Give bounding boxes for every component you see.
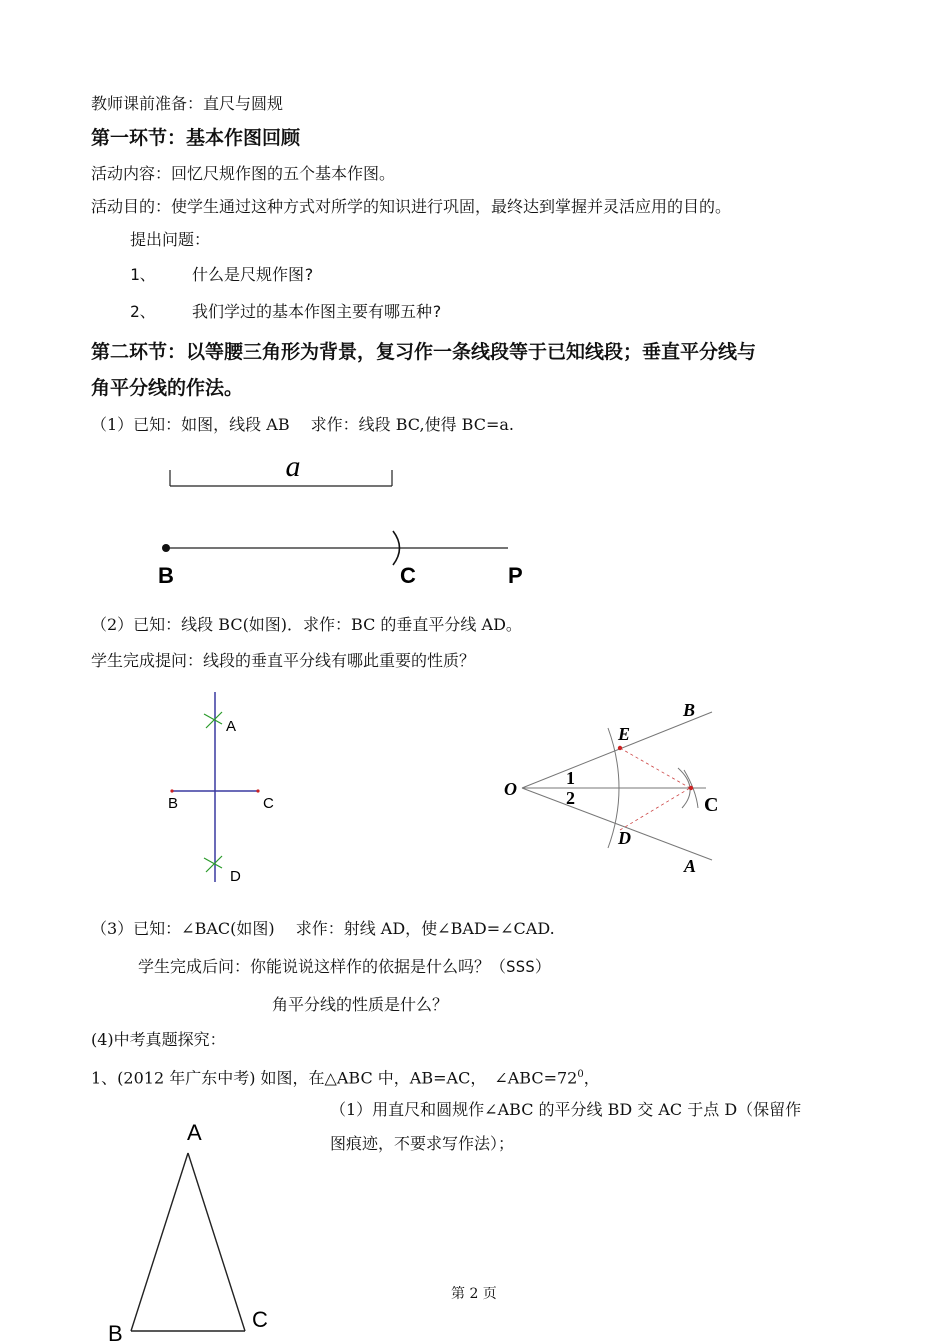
angle-bisector-figure: [500, 690, 740, 890]
side-ac: [188, 1153, 245, 1331]
triangle-figure: [100, 1115, 290, 1343]
ray-oa: [522, 788, 712, 860]
question1-text: 什么是尺规作图?: [192, 265, 314, 284]
problem3-text: （3）已知：∠BAC(如图) 求作：射线 AD，使∠BAD=∠CAD.: [91, 919, 555, 938]
label-c: C: [252, 1307, 268, 1332]
segment-construction-figure: [150, 450, 550, 590]
segment-a-label: a: [285, 450, 301, 483]
side-ab: [131, 1153, 188, 1331]
label-b: B: [158, 563, 174, 588]
page-footer: 第 2 页: [451, 1286, 497, 1302]
point-b: [170, 789, 173, 792]
problem1-text: （1）已知：如图，线段 AB 求作：线段 BC,使得 BC=a.: [91, 415, 514, 434]
perpendicular-bisector-figure: [160, 690, 300, 890]
activity-content: 活动内容：回忆尺规作图的五个基本作图。: [91, 164, 396, 183]
problem4-heading: (4)中考真题探究：: [91, 1030, 226, 1049]
problem2-text: （2）已知：线段 BC(如图)．求作：BC 的垂直平分线 AD。: [91, 615, 522, 634]
example1-tail: ，: [583, 1068, 600, 1088]
label-e: E: [618, 724, 631, 744]
label-a: A: [684, 856, 697, 876]
label-angle-2: 2: [566, 788, 575, 808]
point-e: [618, 746, 622, 750]
dashed-dc: [620, 788, 690, 830]
label-c: C: [704, 794, 719, 816]
arc-mark-bottom: [204, 856, 222, 872]
label-p: P: [508, 563, 523, 588]
teacher-prep-line: 教师课前准备：直尺与圆规: [91, 94, 284, 113]
question1-number: 1、: [130, 265, 156, 284]
example1-sub-line1: （1）用直尺和圆规作∠ABC 的平分线 BD 交 AC 于点 D（保留作: [330, 1100, 802, 1119]
label-d: D: [618, 828, 631, 848]
question2-text: 我们学过的基本作图主要有哪五种?: [192, 302, 442, 321]
label-b: B: [168, 795, 179, 812]
problem2-question: 学生完成提问：线段的垂直平分线有哪此重要的性质？: [91, 651, 476, 670]
label-b: B: [683, 700, 696, 720]
example1-sub-line2: 图痕迹，不要求写作法）；: [330, 1134, 515, 1153]
problem3-question1: 学生完成后问：你能说说这样作的依据是什么吗？（SSS）: [138, 957, 551, 976]
example1-main: 1、(2012 年广东中考) 如图，在△ABC 中，AB=AC， ∠ABC=72: [91, 1068, 578, 1088]
ray-ob: [522, 712, 712, 788]
label-o: O: [504, 779, 517, 799]
label-c: C: [400, 563, 416, 588]
example1-text: [91, 1065, 600, 1088]
label-a: A: [226, 718, 237, 735]
point-c: [256, 789, 259, 792]
label-angle-1: 1: [566, 768, 575, 788]
problem3-question2: 角平分线的性质是什么？: [272, 995, 449, 1014]
section2-title-line2: 角平分线的作法。: [91, 377, 244, 399]
label-c: C: [263, 795, 274, 812]
example1-degree: 0: [577, 1069, 584, 1080]
dashed-ec: [620, 748, 690, 788]
section1-title: 第一环节：基本作图回顾: [91, 127, 301, 149]
activity-goal: 活动目的：使学生通过这种方式对所学的知识进行巩固，最终达到掌握并灵活应用的目的。: [91, 197, 732, 216]
label-a: A: [187, 1120, 202, 1145]
label-b: B: [108, 1321, 123, 1344]
point-c: [689, 786, 693, 790]
section2-title-line1: 第二环节：以等腰三角形为背景，复习作一条线段等于已知线段；垂直平分线与: [91, 341, 757, 363]
arc-mark-top: [204, 712, 222, 728]
label-d: D: [230, 868, 241, 885]
ask-label: 提出问题：: [130, 230, 211, 249]
point-b-dot: [162, 544, 170, 552]
question2-number: 2、: [130, 302, 156, 321]
